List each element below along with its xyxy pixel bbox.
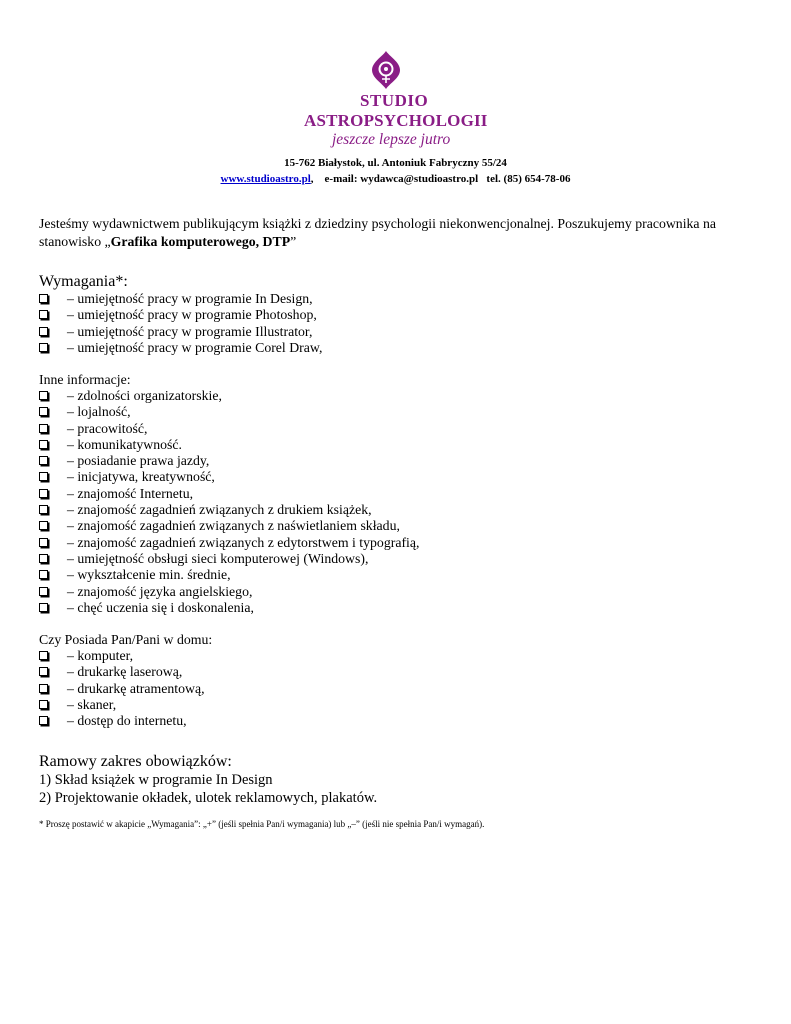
- intro-line-2-suffix: ”: [290, 234, 297, 249]
- checkbox-icon: [39, 603, 48, 612]
- checkbox-icon: [39, 521, 48, 530]
- checkbox-icon: [39, 505, 48, 514]
- duty-item: 1) Skład książek w programie In Design: [39, 772, 273, 788]
- list-item-text: – chęć uczenia się i doskonalenia,: [67, 599, 254, 615]
- checkbox-icon: [39, 456, 48, 465]
- list-item-text: – umiejętność obsługi sieci komputerowej (Windows),: [67, 550, 369, 566]
- checkbox-icon: [39, 667, 48, 676]
- checkbox-icon: [39, 538, 48, 547]
- intro-line-1: Jesteśmy wydawnictwem publikującym książki z dziedziny psychologii niekonwencjonalnej. Poszukujemy pracownika na: [39, 216, 717, 231]
- checkbox-icon: [39, 343, 48, 352]
- logo-tagline: jeszcze lepsze jutro: [332, 131, 451, 148]
- list-item-text: – umiejętność pracy w programie Photoshop,: [67, 307, 317, 323]
- list-item-text: – pracowitość,: [67, 420, 148, 436]
- duty-item: 2) Projektowanie okładek, ulotek reklamowych, plakatów.: [39, 790, 378, 806]
- website-link[interactable]: www.studioastro.pl: [220, 173, 311, 185]
- duties-list: [39, 771, 377, 807]
- duties-heading: Ramowy zakres obowiązków:: [39, 753, 232, 770]
- list-item-text: – komputer,: [67, 648, 134, 663]
- job-position-title: Grafika komputerowego, DTP: [110, 234, 291, 249]
- checkbox-icon: [39, 716, 48, 725]
- logo-line-astropsychologii: ASTROPSYCHOLOGII: [304, 111, 488, 130]
- list-item-text: – wykształcenie min. średnie,: [67, 567, 231, 583]
- list-item-text: – umiejętność pracy w programie In Design,: [67, 291, 313, 306]
- intro-line-2: [39, 233, 759, 251]
- checkbox-icon: [39, 489, 48, 498]
- other-info-heading: Inne informacje:: [39, 372, 131, 387]
- list-item-text: – umiejętność pracy w programie Illustrator,: [67, 323, 313, 339]
- checkbox-icon: [39, 651, 48, 660]
- list-item-text: – dostęp do internetu,: [67, 713, 187, 729]
- checkbox-icon: [39, 472, 48, 481]
- checkbox-icon: [39, 587, 48, 596]
- list-item-text: – zdolności organizatorskie,: [67, 388, 222, 403]
- list-item-text: – skaner,: [67, 696, 117, 712]
- checkbox-icon: [39, 684, 48, 693]
- list-item-text: – znajomość zagadnień związanych z naświetlaniem składu,: [67, 518, 400, 534]
- intro-line-2-prefix: stanowisko „: [39, 234, 111, 249]
- checkbox-icon: [39, 407, 48, 416]
- checkbox-icon: [39, 554, 48, 563]
- list-item-text: – znajomość Internetu,: [67, 485, 194, 501]
- home-equipment-heading: Czy Posiada Pan/Pani w domu:: [39, 632, 213, 647]
- contact-details: , e-mail: wydawca@studioastro.pl tel. (85) 654-78-06: [310, 173, 571, 185]
- checkbox-icon: [39, 310, 48, 319]
- list-item-text: – drukarkę atramentową,: [67, 680, 205, 696]
- checkbox-icon: [39, 570, 48, 579]
- list-item-text: – znajomość zagadnień związanych z drukiem książek,: [67, 502, 372, 518]
- checkbox-icon: [39, 424, 48, 433]
- logo-line-studio: STUDIO: [360, 91, 429, 110]
- astrology-emblem-icon: [370, 50, 402, 90]
- list-item-text: – komunikatywność.: [67, 436, 182, 452]
- list-item-text: – posiadanie prawa jazdy,: [67, 453, 210, 469]
- list-item-text: – znajomość zagadnień związanych z edytorstwem i typografią,: [67, 534, 420, 550]
- list-item-text: – lojalność,: [67, 404, 131, 420]
- checkbox-icon: [39, 294, 48, 303]
- list-item-text: – umiejętność pracy w programie Corel Draw,: [67, 339, 323, 355]
- publisher-address: 15-762 Białystok, ul. Antoniuk Fabryczny 55/24: [284, 157, 507, 169]
- publisher-logo: [300, 50, 500, 150]
- checkbox-icon: [39, 391, 48, 400]
- list-item-text: – znajomość języka angielskiego,: [67, 583, 253, 599]
- requirements-heading: Wymagania*:: [39, 273, 128, 290]
- checkbox-icon: [39, 700, 48, 709]
- checkbox-icon: [39, 327, 48, 336]
- footnote: * Proszę postawić w akapicie „Wymagania”: „+” (jeśli spełnia Pan/i wymagania) lub „–” (jeśli nie spełnia Pan/i wymagań).: [39, 819, 485, 829]
- checkbox-icon: [39, 440, 48, 449]
- publisher-contact: [0, 172, 791, 186]
- list-item-text: – inicjatywa, kreatywność,: [67, 469, 215, 485]
- intro-paragraph: [39, 215, 759, 251]
- list-item-text: – drukarkę laserową,: [67, 664, 183, 680]
